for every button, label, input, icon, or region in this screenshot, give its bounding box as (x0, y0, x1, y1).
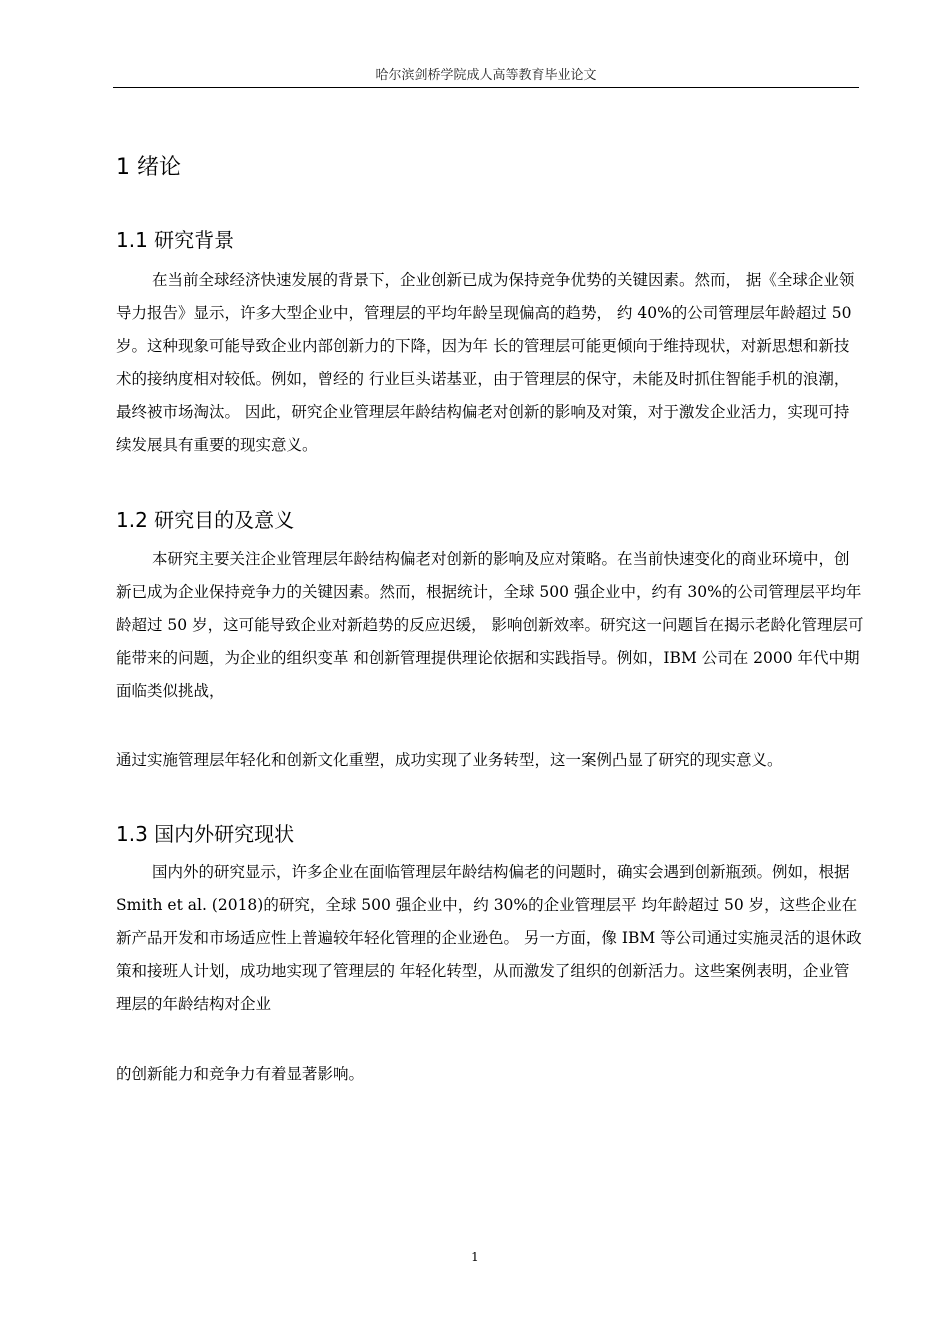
section-title-1-2: 1.2 研究目的及意义 (116, 508, 295, 532)
paragraph-background (116, 264, 864, 462)
paragraph-purpose (116, 543, 864, 708)
section-title-1-1: 1.1 研究背景 (116, 228, 235, 252)
paragraph-text: 在当前全球经济快速发展的背景下，企业创新已成为保持竞争优势的关键因素。然而， 据《全球企业领导力报告》显示，许多大型企业中，管理层的平均年龄呈现偏高的趋势， 约 40%的公司管理层年龄超过 50 岁。这种现象可能导致企业内部创新力的下降，因为年 长的管理层可能更倾向于维持现状，对新思想和新技术的接纳度相对较低。例如，曾经的 行业巨头诺基亚，由于管理层的保守，未能及时抓住智能手机的浪潮，最终被市场淘汰。 因此，研究企业管理层年龄结构偏老对创新的影响及对策，对于激发企业活力，实现可持 续发展具有重要的现实意义。 (116, 271, 855, 454)
paragraph-text: 本研究主要关注企业管理层年龄结构偏老对创新的影响及应对策略。在当前快速变化的商业环境中，创新已成为企业保持竞争力的关键因素。然而，根据统计，全球 500 强企业中，约有 30%的公司管理层平均年龄超过 50 岁，这可能导致企业对新趋势的反应迟缓， 影响创新效率。研究这一问题旨在揭示老龄化管理层可能带来的问题，为企业的组织变革 和创新管理提供理论依据和实践指导。例如，IBM 公司在 2000 年代中期面临类似挑战， (116, 550, 864, 700)
section-title-1-3: 1.3 国内外研究现状 (116, 822, 295, 846)
running-header: 哈尔滨剑桥学院成人高等教育毕业论文 (375, 68, 597, 83)
paragraph-research-status (116, 856, 864, 1021)
paragraph-text: 国内外的研究显示，许多企业在面临管理层年龄结构偏老的问题时，确实会遇到创新瓶颈。例如，根据 Smith et al. (2018)的研究，全球 500 强企业中，约 30%的企业管理层平 均年龄超过 50 岁，这些企业在新产品开发和市场适应性上普遍较年轻化管理的企业逊色。 另一方面，像 IBM 等公司通过实施灵活的退休政策和接班人计划，成功地实现了管理层的 年轻化转型，从而激发了组织的创新活力。这些案例表明，企业管理层的年龄结构对企业 (116, 863, 862, 1013)
page-number: 1 (471, 1250, 479, 1264)
header-rule (113, 87, 859, 88)
paragraph-purpose-continued: 通过实施管理层年轻化和创新文化重塑，成功实现了业务转型，这一案例凸显了研究的现实意义。 (116, 751, 783, 769)
chapter-title: 1 绪论 (116, 155, 181, 180)
paragraph-research-status-continued: 的创新能力和竞争力有着显著影响。 (116, 1065, 365, 1083)
